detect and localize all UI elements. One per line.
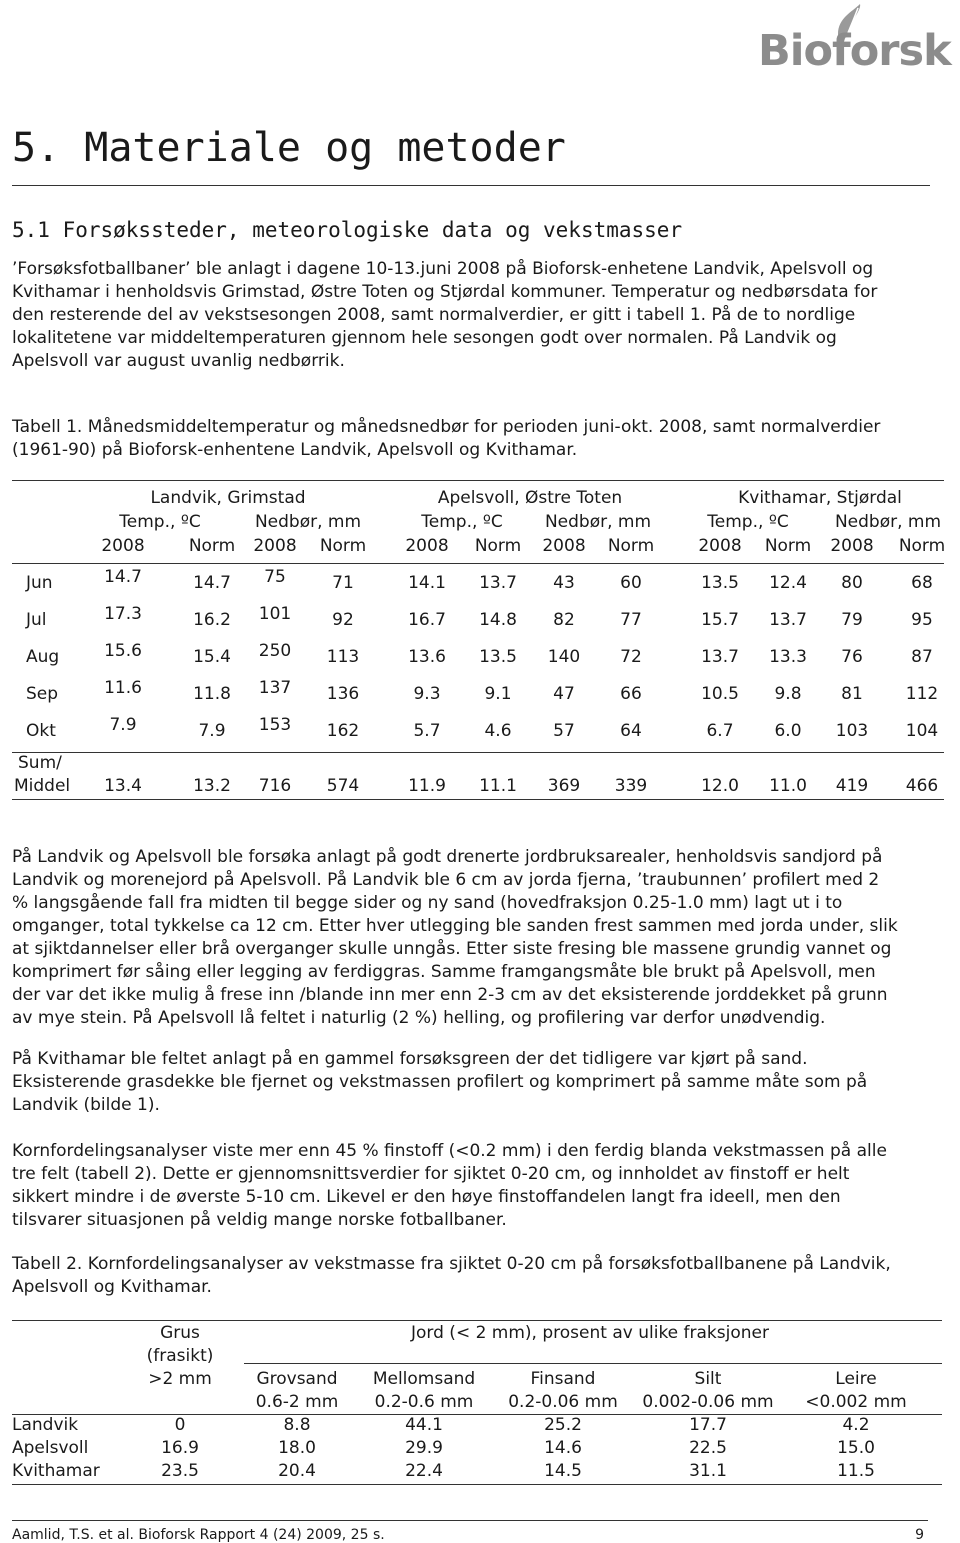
summary-cell: 466 [905, 776, 939, 796]
table-cell: 104 [905, 721, 939, 741]
row-label: Landvik [12, 1415, 79, 1435]
text-line: der var det ikke mulig å frese inn /blande inn mer enn 2-3 cm av det eksisterende jorddekket på grunn [12, 985, 888, 1005]
text-line: På Kvithamar ble feltet anlagt på en gammel forsøksgreen der det tidligere var kjørt på sand. [12, 1049, 808, 1069]
row-label: Jul [26, 610, 47, 630]
period-header: Norm [607, 536, 655, 556]
text-line: ’Forsøksfotballbaner’ ble anlagt i dagene 10-13.juni 2008 på Bioforsk-enhetene Landvik, Apelsvoll og [12, 259, 874, 279]
table-cell: 7.9 [198, 721, 226, 741]
table1-header-rule [12, 563, 944, 564]
text-line: at sjiktdannelser eller brå overganger skulle unngås. Etter siste fresing ble massene grundig vannet og [12, 939, 892, 959]
table-cell: 11.5 [837, 1461, 875, 1481]
table2-caption [12, 1253, 932, 1299]
table-cell: 82 [553, 610, 575, 630]
table-cell: 7.9 [109, 715, 137, 735]
text-line: Kornfordelingsanalyser viste mer enn 45 % finstoff (<0.2 mm) i den ferdig blanda vekstmassen på alle [12, 1141, 887, 1161]
text-line: (1961-90) på Bioforsk-enhentene Landvik, Apelsvoll og Kvithamar. [12, 440, 578, 460]
footer-rule [12, 1520, 928, 1521]
intro-paragraph [12, 258, 932, 373]
site-header-apelsvoll: Apelsvoll, Østre Toten [437, 488, 623, 508]
table-cell: 47 [553, 684, 575, 704]
fraction-name: Silt [694, 1369, 722, 1389]
text-line: Apelsvoll og Kvithamar. [12, 1277, 212, 1297]
text-line: den resterende del av vekstsesongen 2008, samt normalverdier, er gitt i tabell 1. På de to nordlige [12, 305, 856, 325]
period-header: Norm [188, 536, 236, 556]
table-cell: 31.1 [689, 1461, 727, 1481]
table-cell: 43 [553, 573, 575, 593]
table-cell: 11.8 [193, 684, 231, 704]
logo-wordmark: Bioforsk [758, 26, 951, 76]
table-cell: 92 [332, 610, 354, 630]
table-cell: 25.2 [544, 1415, 582, 1435]
period-header: 2008 [542, 536, 586, 556]
text-line: På Landvik og Apelsvoll ble forsøka anlagt på godt drenerte jordbruksarealer, henholdsvis sandjord på [12, 847, 883, 867]
fraction-name: Grovsand [256, 1369, 338, 1389]
text-line: Apelsvoll var august uvanlig nedbørrik. [12, 351, 345, 371]
table-cell: 66 [620, 684, 642, 704]
table-cell: 14.7 [104, 567, 142, 587]
table-cell: 64 [620, 721, 642, 741]
table-cell: 15.7 [701, 610, 739, 630]
text-line: sikkert mindre i de øverste 5-10 cm. Likevel er den høye finstoffandelen langt fra ideell, men den [12, 1187, 841, 1207]
table-cell: 16.2 [193, 610, 231, 630]
table-cell: 140 [547, 647, 581, 667]
text-line: Landvik og morenejord på Apelsvoll. På Landvik ble 6 cm av jorda fjerna, ’traubunnen’ profilert med 2 [12, 870, 880, 890]
table-cell: 23.5 [161, 1461, 199, 1481]
table-cell: 4.6 [484, 721, 512, 741]
text-line: komprimert før såing eller legging av ferdiggras. Samme framgangsmåte ble brukt på Apelsvoll, men [12, 962, 876, 982]
text-line: Tabell 1. Månedsmiddeltemperatur og månedsnedbør for perioden juni-okt. 2008, samt normalverdier [12, 417, 881, 437]
fraction-name: Leire [835, 1369, 877, 1389]
table2-top-rule [12, 1320, 942, 1321]
table-cell: 75 [264, 567, 286, 587]
row-label: Sep [26, 684, 59, 704]
summary-cell: 369 [547, 776, 581, 796]
summary-cell: 13.4 [104, 776, 142, 796]
text-line: tre felt (tabell 2). Dette er gjennomsnittsverdier for sjiktet 0-20 cm, og innholdet av finstoff er helt [12, 1164, 850, 1184]
fraction-range: <0.002 mm [805, 1392, 907, 1412]
summary-cell: 419 [835, 776, 869, 796]
fraction-range: 0.2-0.6 mm [374, 1392, 474, 1412]
row-label-sum: Sum/ [18, 753, 62, 773]
measure-header: Nedbør, mm [254, 512, 362, 532]
measure-header: Temp., ºC [119, 512, 201, 532]
table-cell: 60 [620, 573, 642, 593]
table-cell: 13.6 [408, 647, 446, 667]
site-header-kvithamar: Kvithamar, Stjørdal [738, 488, 902, 508]
text-line: Eksisterende grasdekke ble fjernet og vekstmassen profilert og komprimert på samme måte som på [12, 1072, 868, 1092]
table-cell: 57 [553, 721, 575, 741]
grus-header: (frasikt) [146, 1346, 214, 1366]
table-cell: 72 [620, 647, 642, 667]
row-label: Kvithamar [12, 1461, 100, 1481]
measure-header: Temp., ºC [421, 512, 503, 532]
chapter-title: 5. Materiale og metoder [12, 125, 566, 171]
table-cell: 6.7 [706, 721, 734, 741]
table-cell: 79 [841, 610, 863, 630]
table-cell: 77 [620, 610, 642, 630]
table1-sum-rule [12, 752, 944, 753]
summary-cell: 11.9 [408, 776, 446, 796]
paragraph-grain-analysis [12, 1140, 932, 1232]
table-cell: 71 [332, 573, 354, 593]
text-line: Kvithamar i henholdsvis Grimstad, Østre Toten og Stjørdal kommuner. Temperatur og nedbørsdata for [12, 282, 878, 302]
table-cell: 13.5 [479, 647, 517, 667]
table-cell: 13.7 [479, 573, 517, 593]
table-cell: 16.7 [408, 610, 446, 630]
row-label-middel: Middel [14, 776, 71, 796]
chapter-rule [12, 185, 930, 186]
row-label: Jun [26, 573, 53, 593]
table-cell: 44.1 [405, 1415, 443, 1435]
summary-cell: 12.0 [701, 776, 739, 796]
table1-bottom-rule [12, 799, 944, 800]
summary-cell: 13.2 [193, 776, 231, 796]
row-label: Apelsvoll [12, 1438, 89, 1458]
table-cell: 103 [835, 721, 869, 741]
summary-cell: 574 [326, 776, 360, 796]
grus-header: Grus [160, 1323, 200, 1343]
table-cell: 14.5 [544, 1461, 582, 1481]
summary-cell: 11.0 [769, 776, 807, 796]
paragraph-kvithamar [12, 1048, 932, 1117]
period-header: 2008 [405, 536, 449, 556]
table-cell: 13.5 [701, 573, 739, 593]
fraction-range: 0.2-0.06 mm [508, 1392, 618, 1412]
table-cell: 17.7 [689, 1415, 727, 1435]
table2-bottom-rule [12, 1484, 942, 1485]
table-cell: 9.8 [774, 684, 802, 704]
fraction-range: 0.6-2 mm [255, 1392, 339, 1412]
table-cell: 15.4 [193, 647, 231, 667]
table-cell: 95 [911, 610, 933, 630]
table1-caption [12, 416, 932, 462]
table-cell: 9.3 [413, 684, 441, 704]
period-header: 2008 [253, 536, 297, 556]
text-line: lokalitetene var middeltemperaturen gjennom hele sesongen godt over normalen. På Landvik og [12, 328, 837, 348]
table-cell: 13.7 [769, 610, 807, 630]
summary-cell: 339 [614, 776, 648, 796]
fraction-name: Finsand [530, 1369, 596, 1389]
measure-header: Nedbør, mm [544, 512, 652, 532]
table-cell: 6.0 [774, 721, 802, 741]
table-cell: 137 [258, 678, 292, 698]
page-number: 9 [915, 1527, 924, 1543]
table-cell: 11.6 [104, 678, 142, 698]
fraction-range: 0.002-0.06 mm [642, 1392, 774, 1412]
table-cell: 14.7 [193, 573, 231, 593]
table-cell: 0 [174, 1415, 186, 1435]
table-cell: 81 [841, 684, 863, 704]
table2-header-rule [12, 1414, 942, 1415]
table-cell: 250 [258, 641, 292, 661]
table-cell: 101 [258, 604, 292, 624]
table-cell: 153 [258, 715, 292, 735]
grus-header: >2 mm [148, 1369, 212, 1389]
table-cell: 87 [911, 647, 933, 667]
table-cell: 112 [905, 684, 939, 704]
table1-top-rule [12, 480, 944, 481]
bioforsk-logo [752, 4, 951, 82]
table-cell: 22.4 [405, 1461, 443, 1481]
table-cell: 12.4 [769, 573, 807, 593]
text-line: omganger, total tykkelse ca 12 cm. Etter hver utlegging ble sanden frest sammen med jorda under, slik [12, 916, 898, 936]
table-cell: 68 [911, 573, 933, 593]
text-line: Landvik (bilde 1). [12, 1095, 160, 1115]
table-cell: 14.1 [408, 573, 446, 593]
period-header: 2008 [698, 536, 742, 556]
table-cell: 17.3 [104, 604, 142, 624]
table-cell: 13.7 [701, 647, 739, 667]
period-header: Norm [474, 536, 522, 556]
table-cell: 136 [326, 684, 360, 704]
measure-header: Nedbør, mm [834, 512, 942, 532]
table-cell: 76 [841, 647, 863, 667]
period-header: 2008 [830, 536, 874, 556]
table-cell: 14.6 [544, 1438, 582, 1458]
table-cell: 13.3 [769, 647, 807, 667]
period-header: 2008 [101, 536, 145, 556]
paragraph-site-setup [12, 846, 932, 1030]
summary-cell: 11.1 [479, 776, 517, 796]
row-label: Aug [26, 647, 60, 667]
table-cell: 8.8 [283, 1415, 311, 1435]
table-cell: 14.8 [479, 610, 517, 630]
fraction-name: Mellomsand [372, 1369, 476, 1389]
text-line: % langsgående fall fra midten til begge sider og ny sand (hovedfraksjon 0.25-1.0 mm) lagt ut i to [12, 893, 843, 913]
table-cell: 16.9 [161, 1438, 199, 1458]
period-header: Norm [898, 536, 946, 556]
site-header-landvik: Landvik, Grimstad [150, 488, 306, 508]
table-cell: 162 [326, 721, 360, 741]
measure-header: Temp., ºC [707, 512, 789, 532]
table-cell: 10.5 [701, 684, 739, 704]
text-line: tilsvarer situasjonen på veldig mange norske fotballbaner. [12, 1210, 507, 1230]
table-cell: 5.7 [413, 721, 441, 741]
table-cell: 113 [326, 647, 360, 667]
jord-header-rule [244, 1363, 942, 1364]
table-cell: 80 [841, 573, 863, 593]
table-cell: 29.9 [405, 1438, 443, 1458]
period-header: Norm [764, 536, 812, 556]
text-line: av mye stein. På Apelsvoll lå feltet i naturlig (2 %) helling, og profilering var derfor unødvendig. [12, 1008, 826, 1028]
table-cell: 22.5 [689, 1438, 727, 1458]
section-title: 5.1 Forsøkssteder, meteorologiske data og vekstmasser [12, 218, 683, 242]
summary-cell: 716 [258, 776, 292, 796]
table-cell: 18.0 [278, 1438, 316, 1458]
period-header: Norm [319, 536, 367, 556]
jord-header: Jord (< 2 mm), prosent av ulike fraksjoner [411, 1323, 769, 1343]
table-cell: 20.4 [278, 1461, 316, 1481]
table-cell: 15.0 [837, 1438, 875, 1458]
row-label: Okt [26, 721, 56, 741]
table-cell: 4.2 [842, 1415, 870, 1435]
table-cell: 9.1 [484, 684, 512, 704]
footer-citation: Aamlid, T.S. et al. Bioforsk Rapport 4 (24) 2009, 25 s. [12, 1527, 385, 1543]
text-line: Tabell 2. Kornfordelingsanalyser av vekstmasse fra sjiktet 0-20 cm på forsøksfotballbanene på Landvik, [12, 1254, 891, 1274]
table-cell: 15.6 [104, 641, 142, 661]
